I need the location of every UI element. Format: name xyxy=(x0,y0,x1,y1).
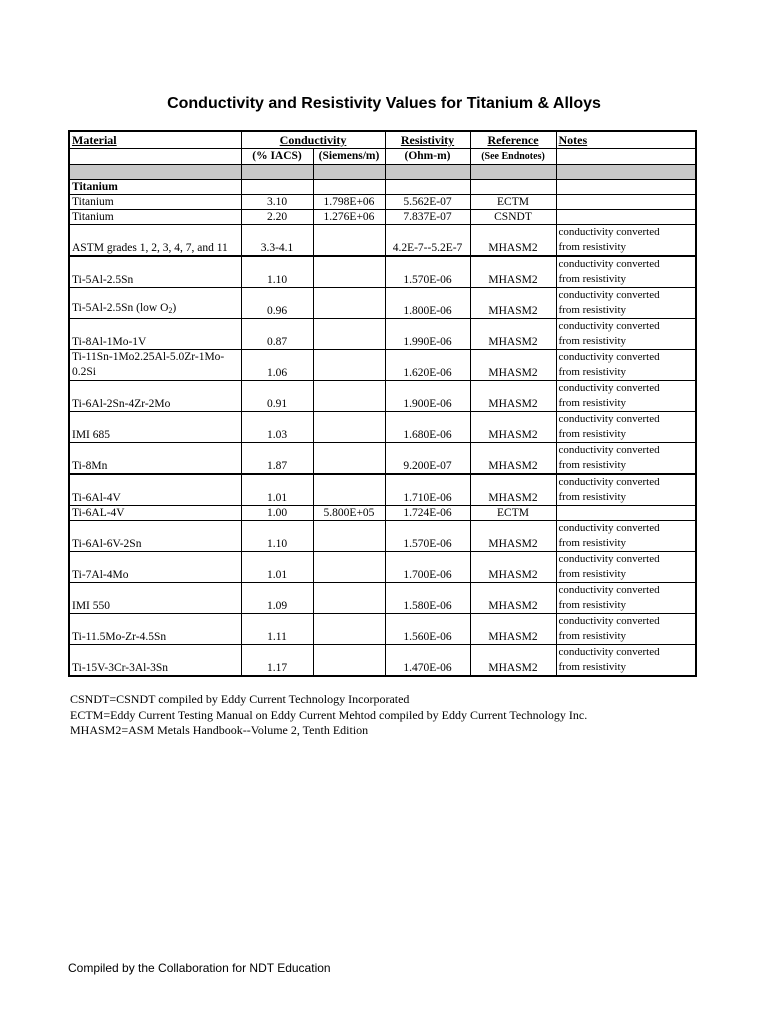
cell-ohm: 1.724E-06 xyxy=(385,506,470,521)
table-row xyxy=(69,412,696,443)
cell-reference: MHASM2 xyxy=(470,319,556,350)
cell-iacs: 0.91 xyxy=(241,381,313,412)
cell-siemens xyxy=(313,381,385,412)
cell-material: Titanium xyxy=(69,195,241,210)
header-row-1 xyxy=(69,131,696,149)
cell-iacs: 1.10 xyxy=(241,521,313,552)
cell-notes: conductivity converted from resistivity xyxy=(556,645,696,677)
cell-ohm: 1.800E-06 xyxy=(385,288,470,319)
cell-siemens: 1.276E+06 xyxy=(313,210,385,225)
cell-reference: MHASM2 xyxy=(470,381,556,412)
cell-notes: conductivity converted from resistivity xyxy=(556,288,696,319)
cell-material: Ti-8Mn xyxy=(69,443,241,475)
page-title: Conductivity and Resistivity Values for Titanium & Alloys xyxy=(167,95,601,112)
cell-notes: conductivity converted from resistivity xyxy=(556,350,696,381)
cell-iacs: 1.03 xyxy=(241,412,313,443)
cell-notes: conductivity converted from resistivity xyxy=(556,225,696,257)
table-row xyxy=(69,288,696,319)
table-row xyxy=(69,210,696,225)
cell-notes: conductivity converted from resistivity xyxy=(556,583,696,614)
cell-notes: conductivity converted from resistivity xyxy=(556,552,696,583)
cell-siemens: 1.798E+06 xyxy=(313,195,385,210)
cell-ohm: 7.837E-07 xyxy=(385,210,470,225)
cell-siemens xyxy=(313,350,385,381)
cell-material: ASTM grades 1, 2, 3, 4, 7, and 11 xyxy=(69,225,241,257)
cell-iacs: 1.10 xyxy=(241,256,313,288)
cell-ohm: 9.200E-07 xyxy=(385,443,470,475)
cell-iacs: 1.06 xyxy=(241,350,313,381)
cell-reference: ECTM xyxy=(470,195,556,210)
table-row xyxy=(69,443,696,475)
table-row xyxy=(69,645,696,677)
table-row xyxy=(69,552,696,583)
cell-siemens xyxy=(313,614,385,645)
endnote-ectm: ECTM=Eddy Current Testing Manual on Eddy Current Mehtod compiled by Eddy Current Technology Inc. xyxy=(70,707,588,722)
cell-notes: conductivity converted from resistivity xyxy=(556,319,696,350)
cell-ohm: 1.710E-06 xyxy=(385,474,470,506)
cell-siemens xyxy=(313,583,385,614)
header-conductivity: Conductivity xyxy=(241,131,385,149)
cell-notes: conductivity converted from resistivity xyxy=(556,614,696,645)
endnotes xyxy=(70,692,587,739)
cell-siemens: 5.800E+05 xyxy=(313,506,385,521)
cell-material: Ti-6AL-4V xyxy=(69,506,241,521)
cell-reference: MHASM2 xyxy=(470,614,556,645)
cell-siemens xyxy=(313,645,385,677)
table-row xyxy=(69,350,696,381)
cell-notes: conductivity converted from resistivity xyxy=(556,412,696,443)
table-row xyxy=(69,614,696,645)
cell-material: Ti-15V-3Cr-3Al-3Sn xyxy=(69,645,241,677)
cell-material: Ti-7Al-4Mo xyxy=(69,552,241,583)
table-row xyxy=(69,256,696,288)
table-row xyxy=(69,225,696,257)
cell-iacs: 0.87 xyxy=(241,319,313,350)
header-blank xyxy=(69,149,241,165)
cell-notes: conductivity converted from resistivity xyxy=(556,381,696,412)
cell-ohm: 1.570E-06 xyxy=(385,256,470,288)
cell-siemens xyxy=(313,443,385,475)
table-row xyxy=(69,521,696,552)
cell-material: Ti-8Al-1Mo-1V xyxy=(69,319,241,350)
cell-iacs: 1.87 xyxy=(241,443,313,475)
header-ohm: (Ohm-m) xyxy=(385,149,470,165)
shaded-separator-row xyxy=(69,165,696,180)
table-row xyxy=(69,583,696,614)
cell-material: Titanium xyxy=(69,210,241,225)
cell-reference: MHASM2 xyxy=(470,443,556,475)
cell-iacs: 1.09 xyxy=(241,583,313,614)
cell-ohm: 1.470E-06 xyxy=(385,645,470,677)
cell-material: Ti-11.5Mo-Zr-4.5Sn xyxy=(69,614,241,645)
cell-iacs: 1.17 xyxy=(241,645,313,677)
cell-iacs: 1.11 xyxy=(241,614,313,645)
cell-reference: MHASM2 xyxy=(470,474,556,506)
header-siemens: (Siemens/m) xyxy=(313,149,385,165)
table-row xyxy=(69,381,696,412)
cell-ohm: 5.562E-07 xyxy=(385,195,470,210)
cell-reference: MHASM2 xyxy=(470,288,556,319)
endnote-mhasm2: MHASM2=ASM Metals Handbook--Volume 2, Tenth Edition xyxy=(70,723,369,737)
cell-siemens xyxy=(313,552,385,583)
cell-reference: MHASM2 xyxy=(470,412,556,443)
header-row-2 xyxy=(69,149,696,165)
header-reference: Reference xyxy=(470,131,556,149)
cell-notes: conductivity converted from resistivity xyxy=(556,474,696,506)
cell-ohm: 1.620E-06 xyxy=(385,350,470,381)
table-row xyxy=(69,319,696,350)
cell-reference: MHASM2 xyxy=(470,256,556,288)
cell-notes: conductivity converted from resistivity xyxy=(556,521,696,552)
cell-iacs: 1.00 xyxy=(241,506,313,521)
section-title: Titanium xyxy=(69,180,241,195)
cell-material: Ti-6Al-2Sn-4Zr-2Mo xyxy=(69,381,241,412)
header-notes: Notes xyxy=(556,131,696,149)
cell-material: Ti-11Sn-1Mo2.25Al-5.0Zr-1Mo- 0.2Si xyxy=(69,350,241,381)
header-blank xyxy=(556,149,696,165)
cell-material: IMI 685 xyxy=(69,412,241,443)
cell-siemens xyxy=(313,474,385,506)
cell-ohm: 1.570E-06 xyxy=(385,521,470,552)
cell-siemens xyxy=(313,412,385,443)
header-material: Material xyxy=(69,131,241,149)
cell-reference: MHASM2 xyxy=(470,225,556,257)
cell-ohm: 1.990E-06 xyxy=(385,319,470,350)
cell-reference: MHASM2 xyxy=(470,521,556,552)
cell-ohm: 1.680E-06 xyxy=(385,412,470,443)
cell-reference: MHASM2 xyxy=(470,350,556,381)
cell-ohm: 1.560E-06 xyxy=(385,614,470,645)
cell-material: Ti-6Al-4V xyxy=(69,474,241,506)
conductivity-table xyxy=(68,130,697,677)
cell-reference: MHASM2 xyxy=(470,583,556,614)
cell-siemens xyxy=(313,521,385,552)
cell-iacs: 1.01 xyxy=(241,474,313,506)
cell-notes xyxy=(556,506,696,521)
cell-material: IMI 550 xyxy=(69,583,241,614)
cell-reference: MHASM2 xyxy=(470,645,556,677)
cell-siemens xyxy=(313,288,385,319)
cell-notes: conductivity converted from resistivity xyxy=(556,256,696,288)
cell-ohm: 1.580E-06 xyxy=(385,583,470,614)
cell-material: Ti-6Al-6V-2Sn xyxy=(69,521,241,552)
cell-ohm: 1.900E-06 xyxy=(385,381,470,412)
cell-iacs: 2.20 xyxy=(241,210,313,225)
header-resistivity: Resistivity xyxy=(385,131,470,149)
cell-notes xyxy=(556,210,696,225)
cell-iacs: 1.01 xyxy=(241,552,313,583)
endnote-csndt: CSNDT=CSNDT compiled by Eddy Current Technology Incorporated xyxy=(70,692,410,706)
footer-credit: Compiled by the Collaboration for NDT Education xyxy=(68,961,331,975)
header-iacs: (% IACS) xyxy=(241,149,313,165)
cell-notes xyxy=(556,195,696,210)
cell-ohm: 1.700E-06 xyxy=(385,552,470,583)
table-row xyxy=(69,195,696,210)
cell-reference: ECTM xyxy=(470,506,556,521)
cell-material: Ti-5Al-2.5Sn xyxy=(69,256,241,288)
table-row xyxy=(69,506,696,521)
cell-notes: conductivity converted from resistivity xyxy=(556,443,696,475)
cell-material: Ti-5Al-2.5Sn (low $O_2$) xyxy=(69,288,241,319)
cell-siemens xyxy=(313,256,385,288)
cell-siemens xyxy=(313,225,385,257)
header-see-endnotes: (See Endnotes) xyxy=(470,149,556,165)
cell-iacs: 3.10 xyxy=(241,195,313,210)
table-row xyxy=(69,474,696,506)
section-row xyxy=(69,180,696,195)
cell-siemens xyxy=(313,319,385,350)
cell-ohm: 4.2E-7--5.2E-7 xyxy=(385,225,470,257)
cell-reference: CSNDT xyxy=(470,210,556,225)
cell-iacs: 3.3-4.1 xyxy=(241,225,313,257)
cell-iacs: 0.96 xyxy=(241,288,313,319)
cell-reference: MHASM2 xyxy=(470,552,556,583)
